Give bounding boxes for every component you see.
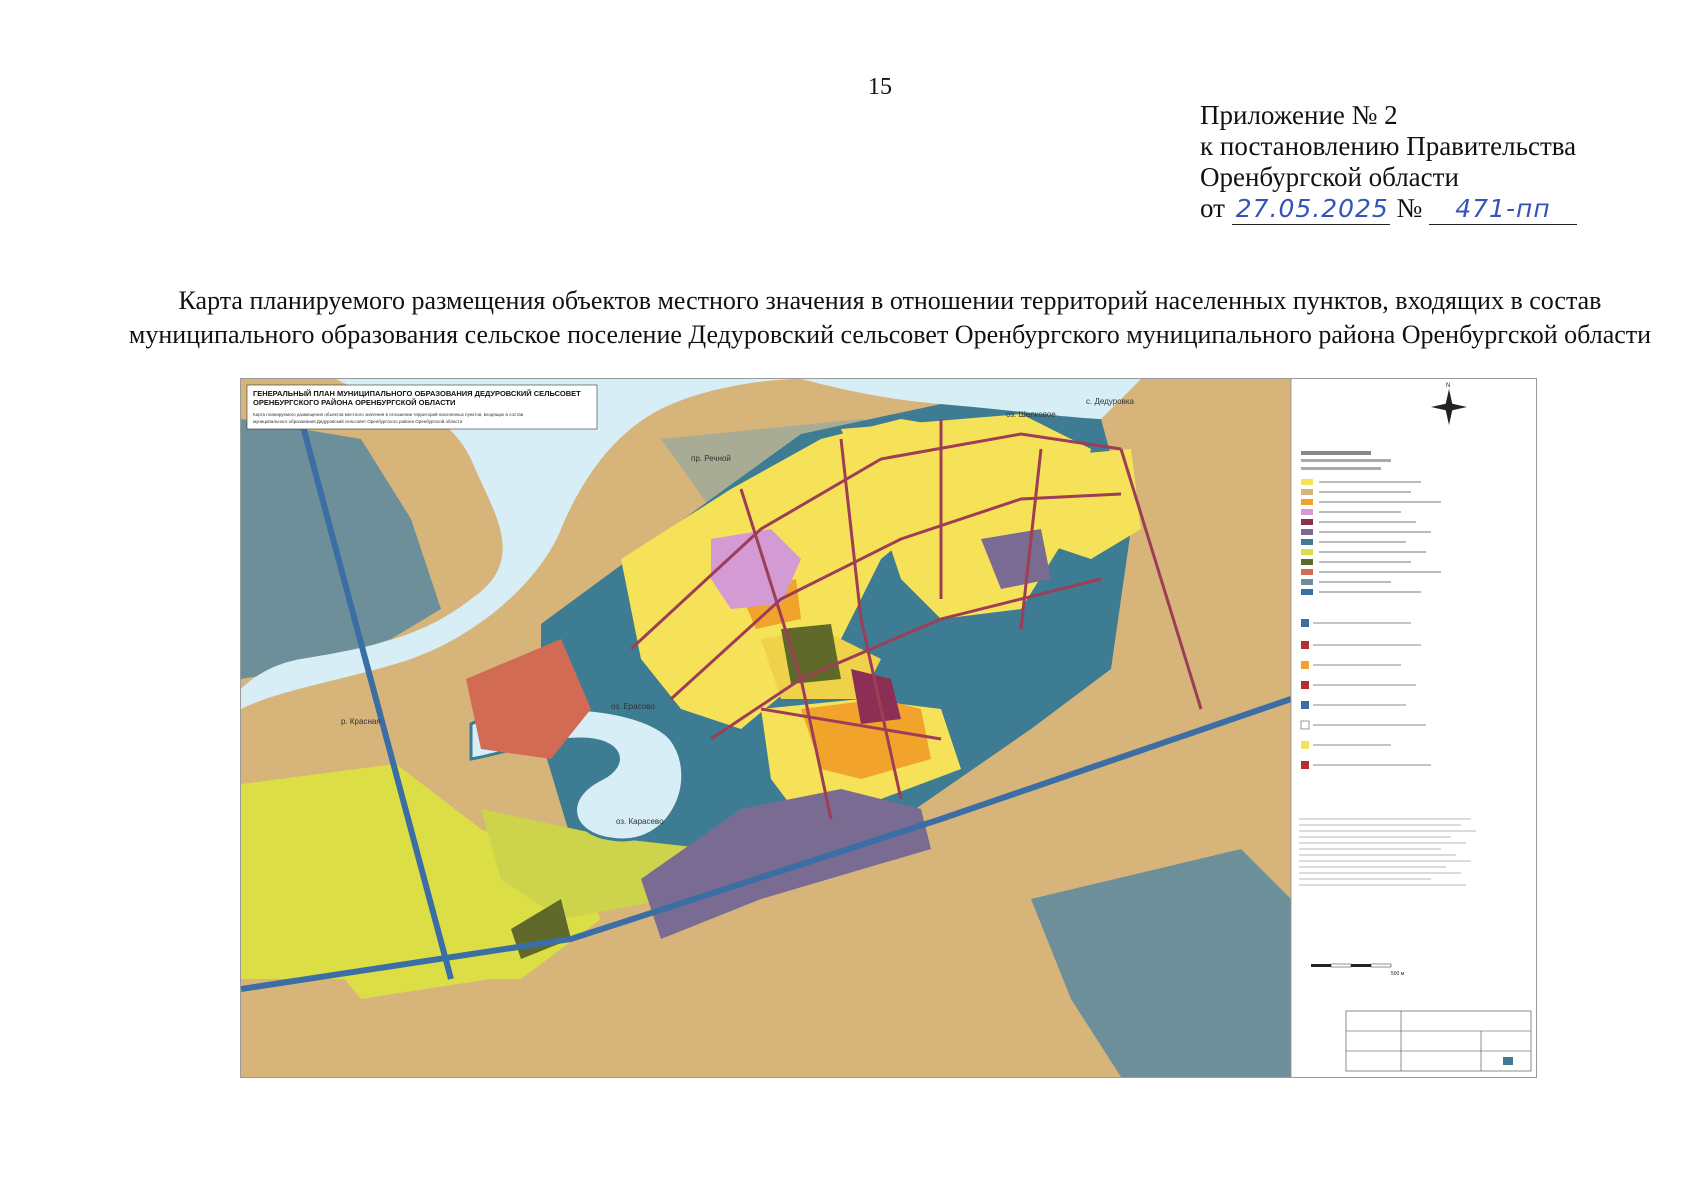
map-header-sub-1: Карта планируемого размещения объектов местного значения в отношении территорий населенных пунктов, входящих в состав [253, 412, 524, 417]
appendix-line-1: Приложение № 2 [1200, 100, 1398, 130]
svg-text:N: N [1446, 383, 1451, 389]
map-header-sub-2: муниципального образования Дедуровский сельсовет Оренбургского района Оренбургской области [253, 419, 463, 424]
handwritten-date: 27.05.2025 [1232, 193, 1390, 225]
appendix-block [1200, 100, 1577, 225]
number-label: № [1396, 193, 1423, 223]
svg-text:500 м: 500 м [1391, 971, 1405, 977]
label-lake-2: оз. Карасево [616, 817, 664, 826]
map-image [240, 378, 1537, 1078]
label-village: с. Дедуровка [1086, 397, 1134, 406]
page-number: 15 [868, 74, 892, 100]
label-river-2: оз. Шелковое [1006, 410, 1056, 419]
label-river-3: р. Красная [341, 717, 381, 726]
appendix-line-2: к постановлению Правительства [1200, 131, 1577, 161]
logo-icon [1503, 1057, 1513, 1065]
legend-panel [1291, 379, 1536, 1077]
appendix-line-4 [1200, 193, 1577, 225]
appendix-line-3: Оренбургской области [1200, 162, 1459, 192]
map-header-line-2: ОРЕНБУРГСКОГО РАЙОНА ОРЕНБУРГСКОЙ ОБЛАСТИ [253, 398, 456, 407]
handwritten-number: 471-пп [1429, 193, 1577, 225]
label-lake: оз. Ерасово [611, 702, 655, 711]
map-header-line-1: ГЕНЕРАЛЬНЫЙ ПЛАН МУНИЦИПАЛЬНОГО ОБРАЗОВАНИЯ ДЕДУРОВСКИЙ СЕЛЬСОВЕТ [253, 389, 581, 398]
map-svg [241, 379, 1536, 1077]
from-label: от [1200, 193, 1225, 223]
document-title: Карта планируемого размещения объектов местного значения в отношении территорий населенных пунктов, входящих в состав муниципального образования сельское поселение Дедуровский сельсовет Оренбургского муниципального района Оренбургской области [128, 286, 1652, 349]
label-river-1: пр. Речной [691, 454, 731, 463]
